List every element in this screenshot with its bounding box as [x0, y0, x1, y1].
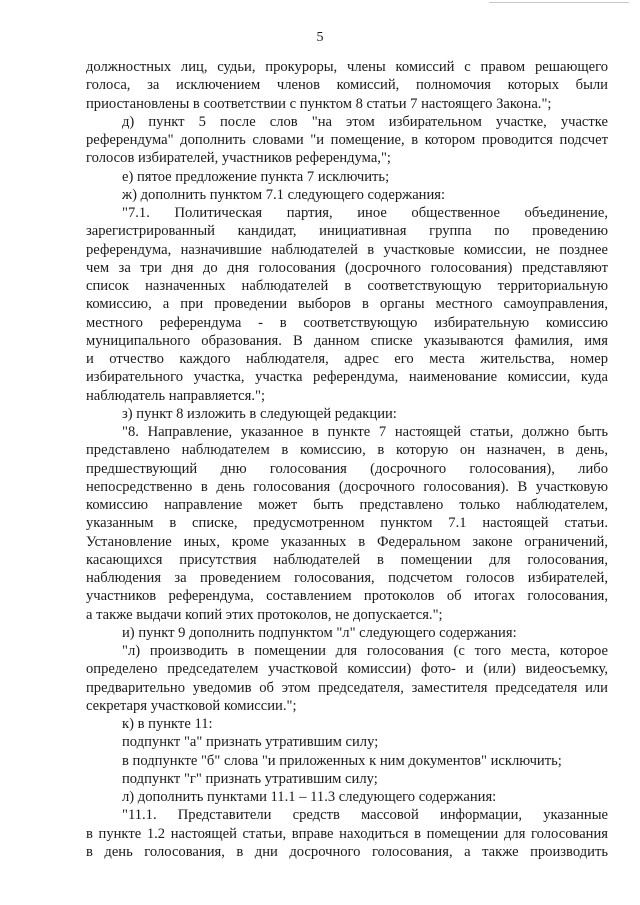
- text-line: в пункте 1.2 настоящей статьи, вправе находиться в помещении для голосования: [86, 825, 608, 842]
- text-line: указанным в списке, предусмотренном пунктом 7.1 настоящей статьи.: [86, 515, 608, 532]
- text-line: "11.1. Представители средств массовой информации, указанные: [122, 807, 608, 824]
- page-number: 5: [316, 30, 324, 45]
- text-line: секретаря участковой комиссии.";: [86, 697, 297, 714]
- text-line: референдума" дополнить словами "и помещение, в котором проводится подсчет: [86, 132, 608, 148]
- text-line: подпункт "а" признать утратившим силу;: [122, 734, 379, 751]
- text-line: е) пятое предложение пункта 7 исключить;: [122, 168, 390, 185]
- text-line: комиссию направление может быть представлено только наблюдателем,: [86, 497, 608, 513]
- text-line: избирательного участка, участка референдума, наименование комиссии, куда: [86, 369, 608, 386]
- scan-edge-mark: [489, 2, 629, 3]
- text-line: определено председателем участковой комиссии) фото- и (или) видеосъемку,: [86, 661, 608, 678]
- text-line: и) пункт 9 дополнить подпунктом "л" следующего содержания:: [122, 624, 517, 641]
- text-line: зарегистрированный кандидат, инициативная группа по проведению: [86, 223, 608, 240]
- text-line: в день голосования, в дни досрочного голосования, а также производить: [86, 843, 608, 860]
- text-line: и отчество каждого наблюдателя, адрес его места жительства, номер: [86, 351, 608, 367]
- text-line: приостановлены в соответствии с пунктом 8 статьи 7 настоящего Закона.";: [86, 95, 552, 112]
- text-line: подпункт "г" признать утратившим силу;: [122, 770, 378, 787]
- text-line: список назначенных наблюдателей в соответствующую территориальную: [86, 278, 608, 294]
- text-line: Установление иных, кроме указанных в Федеральном законе ограничений,: [86, 533, 608, 550]
- text-line: д) пункт 5 после слов "на этом избирательном участке, участке: [122, 113, 608, 130]
- text-line: референдума, назначившие наблюдателей в участковые комиссии, не позднее: [86, 241, 608, 258]
- text-line: местного референдума - в соответствующую избирательную комиссию: [86, 314, 608, 331]
- text-line: а также выдачи копий этих протоколов, не допускается.";: [86, 606, 443, 623]
- text-line: представлено наблюдателем в комиссию, в которую он назначен, в день,: [86, 442, 608, 459]
- text-line: участников референдума, составлением протоколов об итогах голосования,: [86, 588, 608, 605]
- document-body: [86, 58, 608, 861]
- text-line: к) в пункте 11:: [122, 716, 213, 732]
- text-line: л) дополнить пунктами 11.1 – 11.3 следующего содержания:: [122, 789, 497, 805]
- text-line: голосов избирателей, участников референдума,";: [86, 150, 391, 167]
- text-line: "8. Направление, указанное в пункте 7 настоящей статьи, должно быть: [122, 424, 608, 440]
- text-line: наблюдатель направляется.";: [86, 387, 266, 404]
- text-line: должностных лиц, судьи, прокуроры, члены комиссий с правом решающего: [86, 59, 608, 75]
- text-line: ж) дополнить пунктом 7.1 следующего содержания:: [122, 186, 446, 203]
- text-line: комиссию, а при проведении выборов в органы местного самоуправления,: [86, 296, 608, 313]
- text-line: предварительно уведомив об этом председателя, заместителя председателя или: [86, 679, 608, 696]
- text-line: "7.1. Политическая партия, иное общественное объединение,: [122, 205, 608, 221]
- text-line: чем за три дня до дня голосования (досрочного голосования) представляют: [86, 259, 608, 276]
- text-line: наблюдения за проведением голосования, подсчетом голосов избирателей,: [86, 570, 608, 586]
- text-line: з) пункт 8 изложить в следующей редакции:: [122, 405, 397, 422]
- text-line: касающихся присутствия наблюдателей в помещении для голосования,: [86, 551, 608, 568]
- text-line: в подпункте "б" слова "и приложенных к ним документов" исключить;: [122, 752, 562, 769]
- text-line: "л) производить в помещении для голосования (с того места, которое: [122, 643, 608, 659]
- text-line: муниципального образования. В данном списке указываются фамилия, имя: [86, 332, 608, 349]
- text-line: предшествующий дню голосования (досрочного голосования), либо: [86, 460, 608, 477]
- text-line: голоса, за исключением членов комиссий, полномочия которых были: [86, 77, 608, 94]
- text-line: непосредственно в день голосования (досрочного голосования). В участковую: [86, 478, 608, 495]
